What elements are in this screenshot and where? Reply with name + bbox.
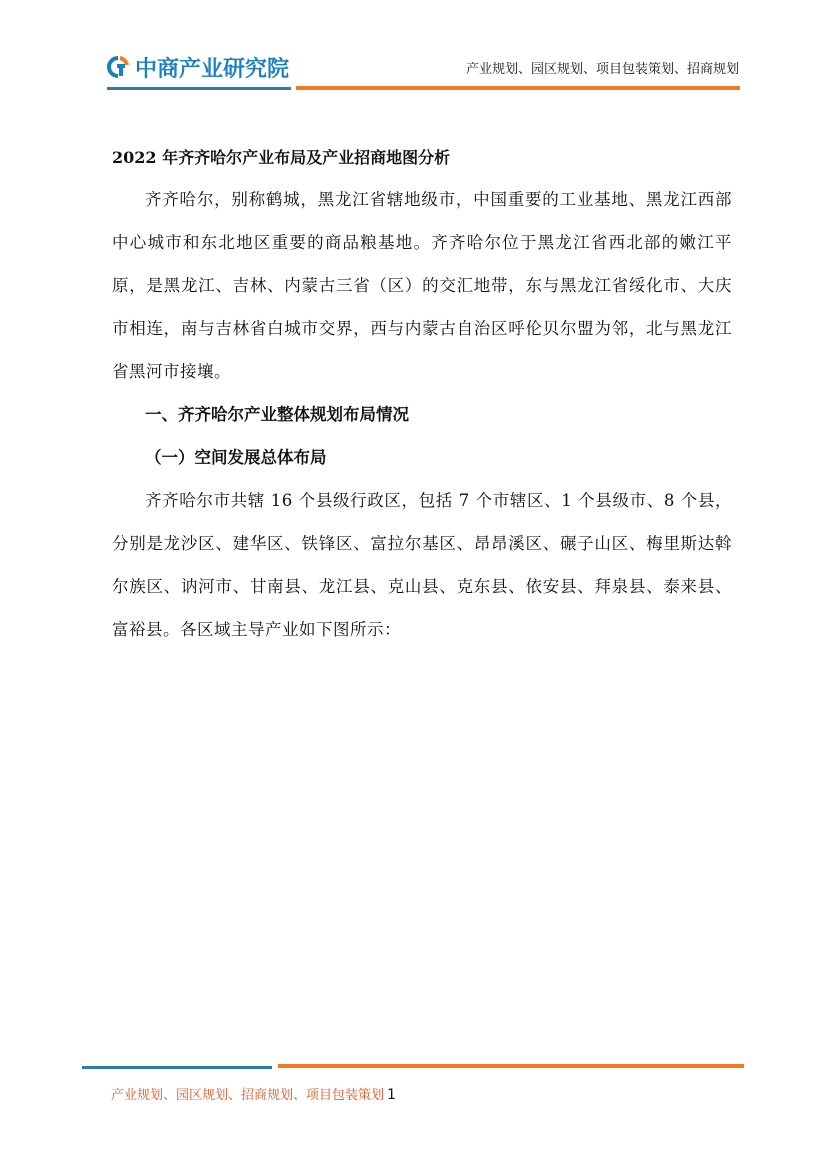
footer-slogan-line <box>111 1084 396 1103</box>
page-number: 1 <box>387 1087 396 1103</box>
footer-divider-blue <box>82 1066 272 1069</box>
header-divider-orange <box>296 86 740 90</box>
document-body <box>112 138 732 651</box>
header-divider-blue <box>107 87 291 90</box>
page-footer <box>0 1060 827 1169</box>
document-title: 2022 年齐齐哈尔产业布局及产业招商地图分析 <box>112 148 451 167</box>
subsection-heading: （一）空间发展总体布局 <box>145 448 327 467</box>
section-heading: 一、齐齐哈尔产业整体规划布局情况 <box>145 405 409 424</box>
footer-slogan: 产业规划、园区规划、招商规划、项目包装策划 <box>111 1088 385 1103</box>
header-slogan: 产业规划、园区规划、项目包装策划、招商规划 <box>465 62 739 77</box>
page-header <box>0 0 827 95</box>
intro-paragraph: 齐齐哈尔，别称鹤城，黑龙江省辖地级市，中国重要的工业基地、黑龙江西部中心城市和东北地区重要的商品粮基地。齐齐哈尔位于黑龙江省西北部的嫩江平原，是黑龙江、吉林、内蒙古三省（区）的交汇地带，东与黑龙江省绥化市、大庆市相连，南与吉林省白城市交界，西与内蒙古自治区呼伦贝尔盟为邻，北与黑龙江省黑河市接壤。 <box>112 190 732 381</box>
footer-divider-orange <box>278 1064 744 1068</box>
logo-text: 中商产业研究院 <box>135 56 290 82</box>
body-paragraph: 齐齐哈尔市共辖 16 个县级行政区，包括 7 个市辖区、1 个县级市、8 个县，分别是龙沙区、建华区、铁锋区、富拉尔基区、昂昂溪区、碾子山区、梅里斯达斡尔族区、讷河市、甘南县、龙江县、克山县、克东县、依安县、拜泉县、泰来县、富裕县。各区域主导产业如下图所示： <box>112 491 732 639</box>
logo-icon <box>107 56 129 78</box>
company-logo <box>107 52 289 82</box>
